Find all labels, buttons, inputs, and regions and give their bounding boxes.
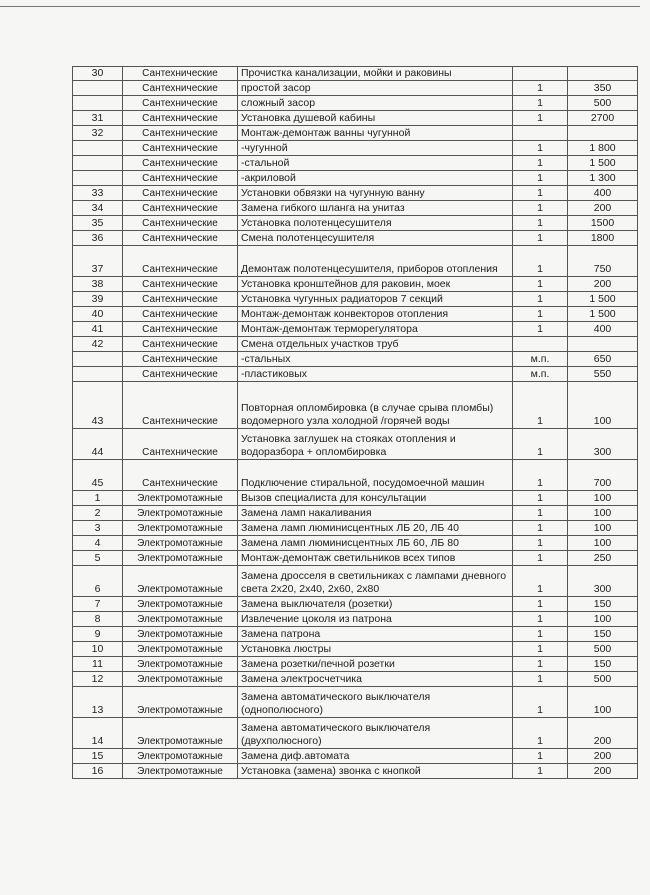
row-number: 10 bbox=[73, 642, 123, 657]
row-category: Электромотажные bbox=[123, 551, 238, 566]
row-category: Электромотажные bbox=[123, 521, 238, 536]
table-row bbox=[73, 382, 638, 429]
row-number: 14 bbox=[73, 718, 123, 749]
row-price: 150 bbox=[568, 627, 638, 642]
row-quantity: 1 bbox=[513, 277, 568, 292]
row-description: Установки обвязки на чугунную ванну bbox=[238, 186, 513, 201]
row-category: Сантехнические bbox=[123, 352, 238, 367]
row-category: Сантехнические bbox=[123, 96, 238, 111]
row-description: Монтаж-демонтаж терморегулятора bbox=[238, 322, 513, 337]
row-number: 1 bbox=[73, 491, 123, 506]
row-category: Сантехнические bbox=[123, 307, 238, 322]
row-number bbox=[73, 367, 123, 382]
row-category: Сантехнические bbox=[123, 322, 238, 337]
row-quantity: 1 bbox=[513, 597, 568, 612]
row-category: Электромотажные bbox=[123, 612, 238, 627]
row-quantity: 1 bbox=[513, 749, 568, 764]
row-price: 700 bbox=[568, 460, 638, 491]
row-quantity: 1 bbox=[513, 460, 568, 491]
row-number: 42 bbox=[73, 337, 123, 352]
row-quantity: 1 bbox=[513, 292, 568, 307]
row-price bbox=[568, 337, 638, 352]
row-price: 1800 bbox=[568, 231, 638, 246]
row-number bbox=[73, 141, 123, 156]
row-description: Установка заглушек на стояках отопления и водоразбора + опломбировка bbox=[238, 429, 513, 460]
row-price: 200 bbox=[568, 277, 638, 292]
table-row bbox=[73, 627, 638, 642]
table-row bbox=[73, 536, 638, 551]
row-price: 1 500 bbox=[568, 156, 638, 171]
row-category: Сантехнические bbox=[123, 111, 238, 126]
table-row bbox=[73, 718, 638, 749]
row-quantity: м.п. bbox=[513, 367, 568, 382]
row-price: 100 bbox=[568, 687, 638, 718]
row-price: 200 bbox=[568, 201, 638, 216]
row-description: Подключение стиральной, посудомоечной машин bbox=[238, 460, 513, 491]
row-number: 4 bbox=[73, 536, 123, 551]
row-description: Монтаж-демонтаж конвекторов отопления bbox=[238, 307, 513, 322]
row-quantity: 1 bbox=[513, 81, 568, 96]
row-price: 350 bbox=[568, 81, 638, 96]
row-price: 400 bbox=[568, 186, 638, 201]
row-category: Сантехнические bbox=[123, 231, 238, 246]
row-price: 150 bbox=[568, 597, 638, 612]
row-description: Замена электросчетчика bbox=[238, 672, 513, 687]
row-price: 1 500 bbox=[568, 307, 638, 322]
row-quantity: 1 bbox=[513, 322, 568, 337]
row-price bbox=[568, 67, 638, 81]
row-description: Замена ламп накаливания bbox=[238, 506, 513, 521]
row-price: 500 bbox=[568, 672, 638, 687]
row-category: Сантехнические bbox=[123, 460, 238, 491]
row-description: Замена выключателя (розетки) bbox=[238, 597, 513, 612]
table-row bbox=[73, 201, 638, 216]
row-description: Замена диф.автомата bbox=[238, 749, 513, 764]
row-category: Сантехнические bbox=[123, 277, 238, 292]
row-description: простой засор bbox=[238, 81, 513, 96]
row-price: 550 bbox=[568, 367, 638, 382]
row-price: 200 bbox=[568, 749, 638, 764]
row-category: Сантехнические bbox=[123, 171, 238, 186]
row-price: 1 300 bbox=[568, 171, 638, 186]
row-quantity: 1 bbox=[513, 307, 568, 322]
table-row bbox=[73, 506, 638, 521]
table-row bbox=[73, 352, 638, 367]
row-category: Сантехнические bbox=[123, 67, 238, 81]
row-category: Сантехнические bbox=[123, 126, 238, 141]
row-quantity: 1 bbox=[513, 657, 568, 672]
table-row bbox=[73, 171, 638, 186]
table-row bbox=[73, 429, 638, 460]
row-description: Установка люстры bbox=[238, 642, 513, 657]
table-row bbox=[73, 96, 638, 111]
row-category: Электромотажные bbox=[123, 672, 238, 687]
row-price: 100 bbox=[568, 612, 638, 627]
row-price: 1 500 bbox=[568, 292, 638, 307]
row-quantity: 1 bbox=[513, 231, 568, 246]
row-number: 35 bbox=[73, 216, 123, 231]
row-number: 13 bbox=[73, 687, 123, 718]
row-description: Монтаж-демонтаж светильников всех типов bbox=[238, 551, 513, 566]
row-description: Установка чугунных радиаторов 7 секций bbox=[238, 292, 513, 307]
row-category: Электромотажные bbox=[123, 597, 238, 612]
row-price: 100 bbox=[568, 506, 638, 521]
table-row bbox=[73, 551, 638, 566]
row-description: -стальной bbox=[238, 156, 513, 171]
row-price: 650 bbox=[568, 352, 638, 367]
row-description: -акриловой bbox=[238, 171, 513, 186]
row-category: Сантехнические bbox=[123, 382, 238, 429]
row-category: Электромотажные bbox=[123, 627, 238, 642]
row-price: 200 bbox=[568, 764, 638, 779]
row-quantity: 1 bbox=[513, 141, 568, 156]
row-category: Сантехнические bbox=[123, 292, 238, 307]
row-description: Замена гибкого шланга на унитаз bbox=[238, 201, 513, 216]
row-price: 2700 bbox=[568, 111, 638, 126]
table-row bbox=[73, 687, 638, 718]
table-row bbox=[73, 81, 638, 96]
row-number: 16 bbox=[73, 764, 123, 779]
row-description: Вызов специалиста для консультации bbox=[238, 491, 513, 506]
row-description: Замена ламп люминисцентных ЛБ 60, ЛБ 80 bbox=[238, 536, 513, 551]
row-category: Сантехнические bbox=[123, 337, 238, 352]
row-number: 2 bbox=[73, 506, 123, 521]
row-quantity: 1 bbox=[513, 201, 568, 216]
row-price: 500 bbox=[568, 642, 638, 657]
row-number: 32 bbox=[73, 126, 123, 141]
row-category: Электромотажные bbox=[123, 642, 238, 657]
table-row bbox=[73, 597, 638, 612]
row-category: Сантехнические bbox=[123, 246, 238, 277]
table-row bbox=[73, 156, 638, 171]
row-price: 100 bbox=[568, 491, 638, 506]
price-table bbox=[72, 66, 638, 779]
row-price: 150 bbox=[568, 657, 638, 672]
row-quantity: 1 bbox=[513, 382, 568, 429]
row-category: Электромотажные bbox=[123, 491, 238, 506]
row-description: сложный засор bbox=[238, 96, 513, 111]
table-row bbox=[73, 111, 638, 126]
row-description: -пластиковых bbox=[238, 367, 513, 382]
row-number bbox=[73, 171, 123, 186]
row-price: 750 bbox=[568, 246, 638, 277]
row-category: Сантехнические bbox=[123, 156, 238, 171]
row-quantity: 1 bbox=[513, 171, 568, 186]
row-quantity: м.п. bbox=[513, 352, 568, 367]
row-quantity: 1 bbox=[513, 612, 568, 627]
row-price: 100 bbox=[568, 382, 638, 429]
row-price bbox=[568, 126, 638, 141]
table-row bbox=[73, 521, 638, 536]
row-category: Электромотажные bbox=[123, 566, 238, 597]
row-category: Электромотажные bbox=[123, 687, 238, 718]
row-description: -чугунной bbox=[238, 141, 513, 156]
row-description: Замена дросселя в светильниках с лампами дневного света 2х20, 2х40, 2х60, 2х80 bbox=[238, 566, 513, 597]
row-description: Повторная опломбировка (в случае срыва пломбы) водомерного узла холодной /горячей воды bbox=[238, 382, 513, 429]
table-row bbox=[73, 126, 638, 141]
row-number: 5 bbox=[73, 551, 123, 566]
row-description: Установка кронштейнов для раковин, моек bbox=[238, 277, 513, 292]
row-description: Установка душевой кабины bbox=[238, 111, 513, 126]
row-quantity: 1 bbox=[513, 551, 568, 566]
row-price: 250 bbox=[568, 551, 638, 566]
row-description: Замена патрона bbox=[238, 627, 513, 642]
row-category: Сантехнические bbox=[123, 81, 238, 96]
table-row bbox=[73, 657, 638, 672]
table-row bbox=[73, 67, 638, 81]
row-number bbox=[73, 81, 123, 96]
row-number: 12 bbox=[73, 672, 123, 687]
row-description: Монтаж-демонтаж ванны чугунной bbox=[238, 126, 513, 141]
table-row bbox=[73, 491, 638, 506]
row-description: Демонтаж полотенцесушителя, приборов отопления bbox=[238, 246, 513, 277]
table-row bbox=[73, 337, 638, 352]
row-quantity: 1 bbox=[513, 246, 568, 277]
table-row bbox=[73, 322, 638, 337]
row-quantity: 1 bbox=[513, 687, 568, 718]
row-quantity bbox=[513, 67, 568, 81]
row-quantity: 1 bbox=[513, 186, 568, 201]
table-row bbox=[73, 642, 638, 657]
row-category: Электромотажные bbox=[123, 536, 238, 551]
table-row bbox=[73, 277, 638, 292]
row-category: Сантехнические bbox=[123, 186, 238, 201]
row-quantity: 1 bbox=[513, 536, 568, 551]
row-quantity: 1 bbox=[513, 521, 568, 536]
row-quantity: 1 bbox=[513, 96, 568, 111]
table-row bbox=[73, 246, 638, 277]
row-quantity: 1 bbox=[513, 627, 568, 642]
page-edge-line bbox=[0, 6, 640, 7]
row-category: Электромотажные bbox=[123, 657, 238, 672]
row-number: 30 bbox=[73, 67, 123, 81]
row-number: 6 bbox=[73, 566, 123, 597]
row-category: Сантехнические bbox=[123, 141, 238, 156]
row-description: -стальных bbox=[238, 352, 513, 367]
row-category: Электромотажные bbox=[123, 718, 238, 749]
row-description: Смена отдельных участков труб bbox=[238, 337, 513, 352]
row-description: Смена полотенцесушителя bbox=[238, 231, 513, 246]
table-row bbox=[73, 764, 638, 779]
row-description: Прочистка канализации, мойки и раковины bbox=[238, 67, 513, 81]
table-row bbox=[73, 231, 638, 246]
row-category: Электромотажные bbox=[123, 749, 238, 764]
row-description: Извлечение цоколя из патрона bbox=[238, 612, 513, 627]
row-number: 31 bbox=[73, 111, 123, 126]
row-quantity bbox=[513, 337, 568, 352]
row-quantity: 1 bbox=[513, 672, 568, 687]
table-row bbox=[73, 749, 638, 764]
row-number: 33 bbox=[73, 186, 123, 201]
table-row bbox=[73, 307, 638, 322]
row-quantity: 1 bbox=[513, 216, 568, 231]
row-quantity: 1 bbox=[513, 642, 568, 657]
row-description: Замена автоматического выключателя (однополюсного) bbox=[238, 687, 513, 718]
row-category: Сантехнические bbox=[123, 367, 238, 382]
row-number: 34 bbox=[73, 201, 123, 216]
row-description: Замена автоматического выключателя (двухполюсного) bbox=[238, 718, 513, 749]
row-number: 8 bbox=[73, 612, 123, 627]
row-description: Установка полотенцесушителя bbox=[238, 216, 513, 231]
row-description: Замена ламп люминисцентных ЛБ 20, ЛБ 40 bbox=[238, 521, 513, 536]
row-quantity: 1 bbox=[513, 156, 568, 171]
row-number bbox=[73, 156, 123, 171]
table-row bbox=[73, 292, 638, 307]
row-price: 500 bbox=[568, 96, 638, 111]
table-row bbox=[73, 141, 638, 156]
row-quantity: 1 bbox=[513, 764, 568, 779]
row-number: 9 bbox=[73, 627, 123, 642]
row-number bbox=[73, 352, 123, 367]
row-quantity: 1 bbox=[513, 111, 568, 126]
row-number: 39 bbox=[73, 292, 123, 307]
row-number: 40 bbox=[73, 307, 123, 322]
table-row bbox=[73, 367, 638, 382]
row-description: Замена розетки/печной розетки bbox=[238, 657, 513, 672]
row-number: 37 bbox=[73, 246, 123, 277]
row-quantity: 1 bbox=[513, 566, 568, 597]
row-number: 45 bbox=[73, 460, 123, 491]
row-number: 3 bbox=[73, 521, 123, 536]
row-number: 38 bbox=[73, 277, 123, 292]
row-number: 41 bbox=[73, 322, 123, 337]
price-table-body bbox=[73, 67, 638, 779]
row-price: 100 bbox=[568, 521, 638, 536]
row-number: 43 bbox=[73, 382, 123, 429]
row-price: 1 800 bbox=[568, 141, 638, 156]
row-category: Сантехнические bbox=[123, 216, 238, 231]
row-number: 44 bbox=[73, 429, 123, 460]
row-quantity: 1 bbox=[513, 429, 568, 460]
row-quantity: 1 bbox=[513, 491, 568, 506]
row-number: 15 bbox=[73, 749, 123, 764]
row-category: Электромотажные bbox=[123, 764, 238, 779]
table-row bbox=[73, 460, 638, 491]
row-price: 300 bbox=[568, 566, 638, 597]
row-price: 100 bbox=[568, 536, 638, 551]
row-category: Сантехнические bbox=[123, 429, 238, 460]
table-row bbox=[73, 216, 638, 231]
row-number: 11 bbox=[73, 657, 123, 672]
row-number: 7 bbox=[73, 597, 123, 612]
table-row bbox=[73, 672, 638, 687]
row-price: 400 bbox=[568, 322, 638, 337]
row-quantity bbox=[513, 126, 568, 141]
row-number: 36 bbox=[73, 231, 123, 246]
table-row bbox=[73, 566, 638, 597]
table-row bbox=[73, 612, 638, 627]
row-quantity: 1 bbox=[513, 718, 568, 749]
row-quantity: 1 bbox=[513, 506, 568, 521]
row-category: Электромотажные bbox=[123, 506, 238, 521]
row-category: Сантехнические bbox=[123, 201, 238, 216]
row-price: 200 bbox=[568, 718, 638, 749]
row-number bbox=[73, 96, 123, 111]
table-row bbox=[73, 186, 638, 201]
row-description: Установка (замена) звонка с кнопкой bbox=[238, 764, 513, 779]
row-price: 300 bbox=[568, 429, 638, 460]
row-price: 1500 bbox=[568, 216, 638, 231]
